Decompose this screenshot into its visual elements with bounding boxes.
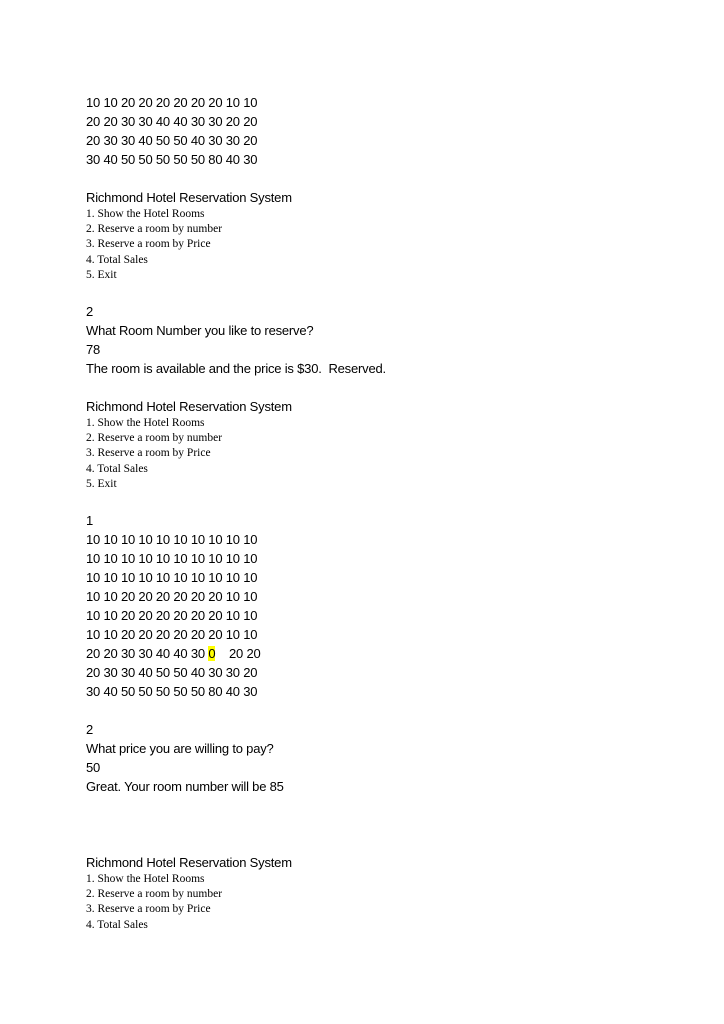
menu-title: Richmond Hotel Reservation System	[86, 399, 292, 415]
grid-row-segment: 20 20	[215, 646, 261, 662]
menu-title: Richmond Hotel Reservation System	[86, 190, 292, 205]
grid-row: 10 10 10 10 10 10 10 10 10 10	[86, 570, 258, 586]
menu-block	[86, 188, 686, 283]
reserved-room-highlight: 0	[208, 646, 216, 662]
menu-item: 4. Total Sales	[86, 462, 148, 475]
grid-row: 10 10 20 20 20 20 20 20 10 10	[86, 608, 258, 624]
user-choice: 2	[86, 304, 94, 320]
menu-item: 4. Total Sales	[86, 253, 148, 266]
menu-item: 2. Reserve a room by number	[86, 432, 223, 445]
grid-row: 10 10 10 10 10 10 10 10 10 10	[86, 551, 258, 567]
user-choice: 2	[86, 722, 94, 738]
menu-item: 1. Show the Hotel Rooms	[86, 417, 205, 430]
result-text: Great. Your room number will be 85	[86, 779, 284, 795]
session-reserve-by-price	[86, 720, 686, 796]
user-input: 78	[86, 342, 101, 358]
menu-item: 5. Exit	[86, 268, 117, 281]
menu-item: 2. Reserve a room by number	[86, 888, 223, 901]
menu-item: 2. Reserve a room by number	[86, 223, 223, 236]
grid-row: 20 30 30 40 50 50 40 30 30 20	[86, 133, 258, 148]
menu-block	[86, 853, 686, 933]
user-input: 50	[86, 760, 101, 776]
grid-row: 10 10 20 20 20 20 20 20 10 10	[86, 589, 258, 605]
menu-block	[86, 397, 686, 492]
document	[86, 93, 686, 933]
grid-row: 30 40 50 50 50 50 50 80 40 30	[86, 684, 258, 700]
result-text: The room is available and the price is $30. Reserved.	[86, 361, 386, 377]
grid-row-with-reserved-room	[86, 644, 686, 663]
menu-item: 3. Reserve a room by Price	[86, 238, 211, 251]
grid-row: 10 10 10 10 10 10 10 10 10 10	[86, 532, 258, 548]
prompt-text: What Room Number you like to reserve?	[86, 323, 314, 339]
grid-row: 20 20 30 30 40 40 30 30 20 20	[86, 114, 258, 129]
menu-item: 3. Reserve a room by Price	[86, 447, 211, 460]
menu-item: 5. Exit	[86, 477, 117, 490]
menu-item: 1. Show the Hotel Rooms	[86, 208, 205, 220]
session-reserve-by-number	[86, 302, 686, 378]
menu-item: 3. Reserve a room by Price	[86, 903, 211, 916]
room-grid-initial	[86, 93, 686, 169]
grid-row: 30 40 50 50 50 50 50 80 40 30	[86, 152, 258, 167]
menu-item: 4. Total Sales	[86, 918, 148, 931]
menu-title: Richmond Hotel Reservation System	[86, 855, 292, 871]
user-choice: 1	[86, 513, 94, 529]
grid-row: 20 30 30 40 50 50 40 30 30 20	[86, 665, 258, 681]
grid-row: 10 10 20 20 20 20 20 20 10 10	[86, 95, 258, 110]
room-grid-updated	[86, 530, 686, 701]
grid-row: 10 10 20 20 20 20 20 20 10 10	[86, 627, 258, 643]
menu-item: 1. Show the Hotel Rooms	[86, 873, 205, 886]
prompt-text: What price you are willing to pay?	[86, 741, 274, 757]
grid-row-segment: 20 20 30 30 40 40 30	[86, 646, 209, 662]
